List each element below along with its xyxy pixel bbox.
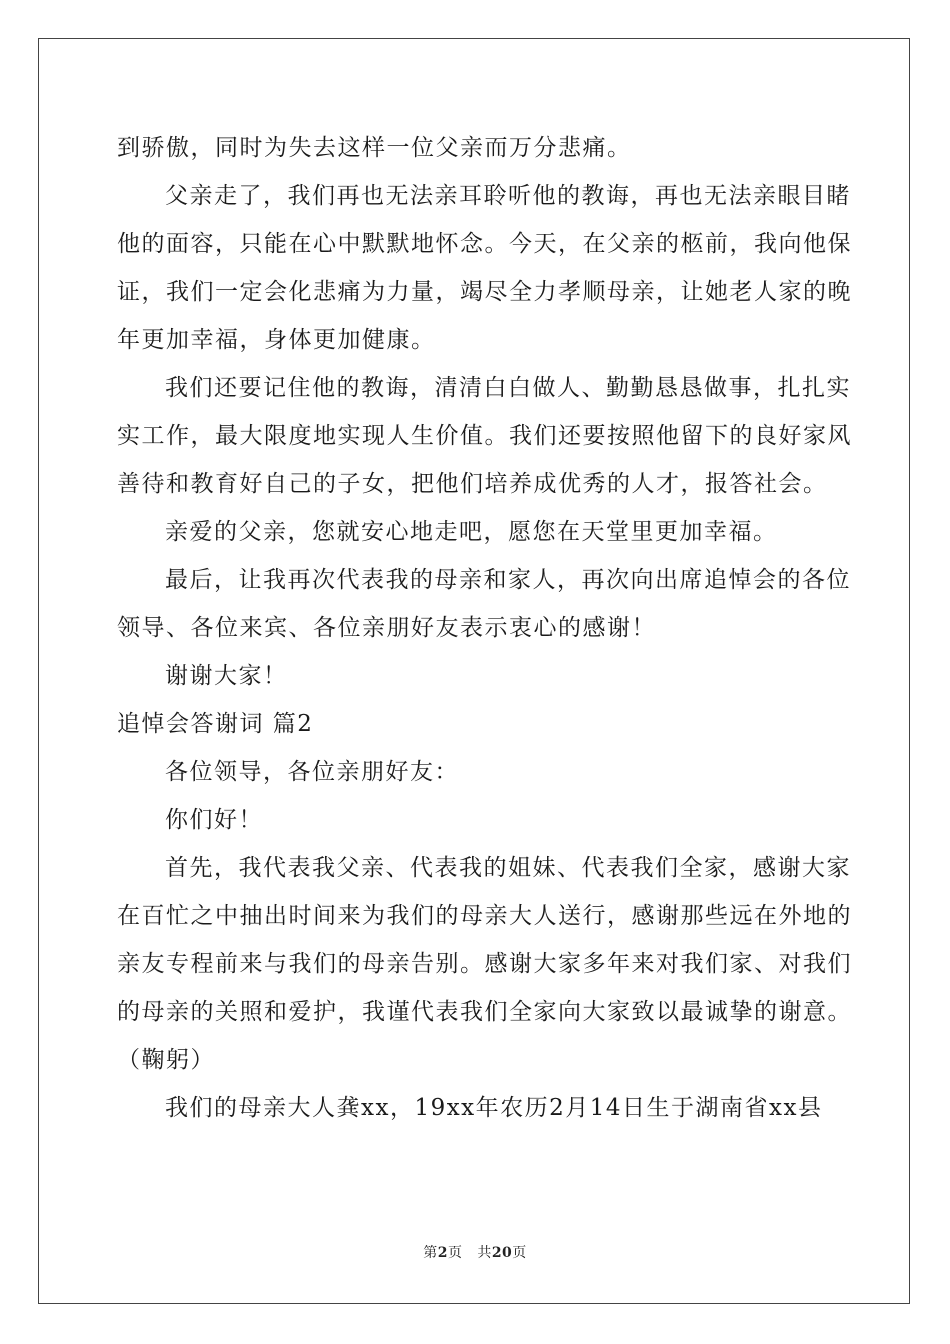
footer-page-prefix: 第 bbox=[423, 1245, 438, 1261]
text-line: 领导、各位来宾、各位亲朋好友表示衷心的感谢！ bbox=[117, 615, 656, 641]
page-footer bbox=[0, 1242, 950, 1262]
footer-total-suffix: 页 bbox=[512, 1245, 527, 1261]
text-line: 他的面容，只能在心中默默地怀念。今天，在父亲的柩前，我向他保 bbox=[117, 231, 852, 257]
text-line: 亲爱的父亲，您就安心地走吧，愿您在天堂里更加幸福。 bbox=[165, 519, 778, 545]
text-line: 谢谢大家！ bbox=[165, 663, 288, 689]
footer-total-prefix: 共 bbox=[477, 1245, 492, 1261]
text-line: 我们还要记住他的教诲，清清白白做人、勤勤恳恳做事，扎扎实 bbox=[165, 375, 851, 401]
text-line: 最后，让我再次代表我的母亲和家人，再次向出席追悼会的各位 bbox=[165, 567, 851, 593]
footer-page-number: 2 bbox=[437, 1245, 448, 1261]
text-line: 年更加幸福，身体更加健康。 bbox=[117, 327, 436, 353]
text-line: 你们好！ bbox=[165, 807, 263, 833]
text-line: 到骄傲，同时为失去这样一位父亲而万分悲痛。 bbox=[117, 135, 632, 161]
document-body bbox=[117, 124, 852, 1132]
text-line: 首先，我代表我父亲、代表我的姐妹、代表我们全家，感谢大家 bbox=[165, 855, 851, 881]
text-line: 我们的母亲大人龚xx，19xx年农历2月14日生于湖南省xx县 bbox=[165, 1095, 823, 1121]
text-line: 证，我们一定会化悲痛为力量，竭尽全力孝顺母亲，让她老人家的晚 bbox=[117, 279, 852, 305]
text-line: 实工作，最大限度地实现人生价值。我们还要按照他留下的良好家风 bbox=[117, 423, 852, 449]
footer-page-suffix: 页 bbox=[447, 1245, 463, 1261]
text-line: 父亲走了，我们再也无法亲耳聆听他的教诲，再也无法亲眼目睹 bbox=[165, 183, 851, 209]
text-line: 在百忙之中抽出时间来为我们的母亲大人送行，感谢那些远在外地的 bbox=[117, 903, 852, 929]
text-line: （鞠躬） bbox=[117, 1047, 215, 1073]
text-line: 各位领导，各位亲朋好友： bbox=[165, 759, 459, 785]
text-line: 的母亲的关照和爱护，我谨代表我们全家向大家致以最诚挚的谢意。 bbox=[117, 999, 852, 1025]
text-line: 善待和教育好自己的子女，把他们培养成优秀的人才，报答社会。 bbox=[117, 471, 828, 497]
text-line: 亲友专程前来与我们的母亲告别。感谢大家多年来对我们家、对我们 bbox=[117, 951, 852, 977]
footer-total-pages: 20 bbox=[491, 1245, 513, 1261]
text-line: 追悼会答谢词 篇2 bbox=[117, 711, 314, 737]
